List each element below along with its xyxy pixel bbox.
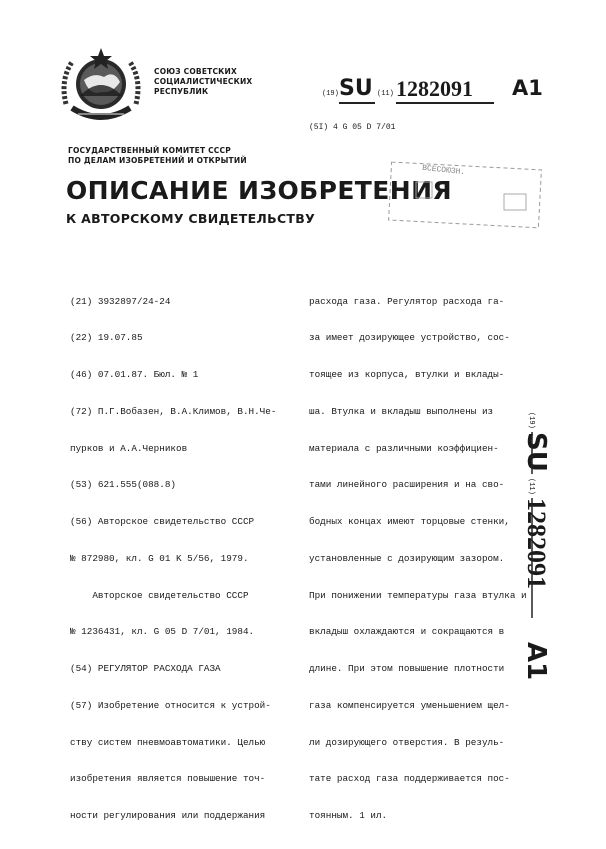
stamp-frame-icon: [386, 160, 546, 230]
text-line: тате расход газа поддерживается пос-: [309, 773, 510, 785]
text-line: изобретения является повышение точ-: [70, 773, 266, 785]
text-line: газа компенсируется уменьшением щел-: [309, 699, 510, 711]
country-line: СОЦИАЛИСТИЧЕСКИХ: [154, 77, 253, 86]
text-line: тоящее из корпуса, втулки и вклады-: [309, 369, 505, 380]
text-line: тоянным. 1 ил.: [309, 810, 388, 821]
classification: (5I) 4 G 05 D 7/01: [309, 123, 396, 132]
code-19: (19): [322, 90, 339, 98]
abstract-column: [309, 271, 527, 835]
text-line: тами линейного расширения и на сво-: [309, 479, 505, 491]
country-line: СОЮЗ СОВЕТСКИХ: [154, 67, 237, 76]
document-subtitle: К АВТОРСКОМУ СВИДЕТЕЛЬСТВУ: [66, 211, 316, 226]
text-line: (57) Изобретение относится к устрой-: [70, 699, 271, 711]
publication-number: [322, 76, 560, 106]
committee-name: [68, 146, 247, 166]
text-line: ша. Втулка и вкладыш выполнены из: [309, 405, 494, 417]
text-line: материала с различными коэффициен-: [309, 442, 499, 454]
stamp-text: ВСЕСОЮЗН.: [421, 163, 466, 178]
side-publication-number: [512, 412, 572, 712]
text-line: При понижении температуры газа втулка и: [309, 589, 527, 601]
text-line: ности регулирования или поддержания: [70, 810, 266, 821]
text-line: расхода газа. Регулятор расхода га-: [309, 295, 505, 307]
side-code-19: (19): [527, 412, 535, 429]
text-line: (53) 621.555(088.8): [70, 479, 177, 491]
library-stamp: [386, 160, 546, 230]
text-line: (54) РЕГУЛЯТОР РАСХОДА ГАЗА: [70, 663, 221, 674]
code-11: (11): [377, 90, 394, 98]
text-line: вкладыш охлаждаются и сокращаются в: [309, 626, 505, 638]
committee-line: ПО ДЕЛАМ ИЗОБРЕТЕНИЙ И ОТКРЫТИЙ: [68, 156, 247, 165]
text-line: № 1236431, кл. G 05 D 7/01, 1984.: [70, 626, 255, 638]
patent-number: 1282091: [396, 76, 473, 101]
country-code: SU: [339, 76, 373, 101]
text-line: (46) 07.01.87. Бюл. № 1: [70, 369, 199, 380]
text-line: ли дозирующего отверстия. В резуль-: [309, 736, 505, 748]
side-country-code: SU: [521, 432, 551, 472]
ussr-emblem-icon: [58, 44, 144, 128]
text-line: пурков и А.А.Черников: [70, 442, 188, 454]
country-name: [154, 67, 252, 97]
text-line: № 872980, кл. G 01 K 5/56, 1979.: [70, 552, 249, 564]
side-patent-number: 1282091: [522, 498, 551, 589]
text-line: за имеет дозирующее устройство, сос-: [309, 332, 510, 344]
committee-line: ГОСУДАРСТВЕННЫЙ КОМИТЕТ СССР: [68, 146, 231, 155]
text-line: (21) 3932897/24-24: [70, 295, 171, 307]
text-line: Авторское свидетельство СССР: [70, 589, 249, 601]
document-title: ОПИСАНИЕ ИЗОБРЕТЕНИЯ: [66, 176, 453, 205]
country-line: РЕСПУБЛИК: [154, 87, 209, 96]
text-line: длине. При этом повышение плотности: [309, 663, 505, 674]
text-line: установленные с дозирующим зазором.: [309, 552, 505, 564]
kind-code: A1: [512, 76, 543, 100]
text-line: (72) П.Г.Вобазен, В.А.Климов, В.Н.Че-: [70, 405, 277, 417]
side-code-11: (11): [527, 478, 535, 495]
bibliographic-column: [70, 271, 276, 835]
text-line: (56) Авторское свидетельство СССР: [70, 516, 255, 527]
side-kind-code: A1: [521, 642, 551, 681]
text-line: (22) 19.07.85: [70, 332, 143, 344]
text-line: ству систем пневмоавтоматики. Целью: [70, 736, 266, 748]
text-line: бодных концах имеют торцовые стенки,: [309, 516, 510, 527]
